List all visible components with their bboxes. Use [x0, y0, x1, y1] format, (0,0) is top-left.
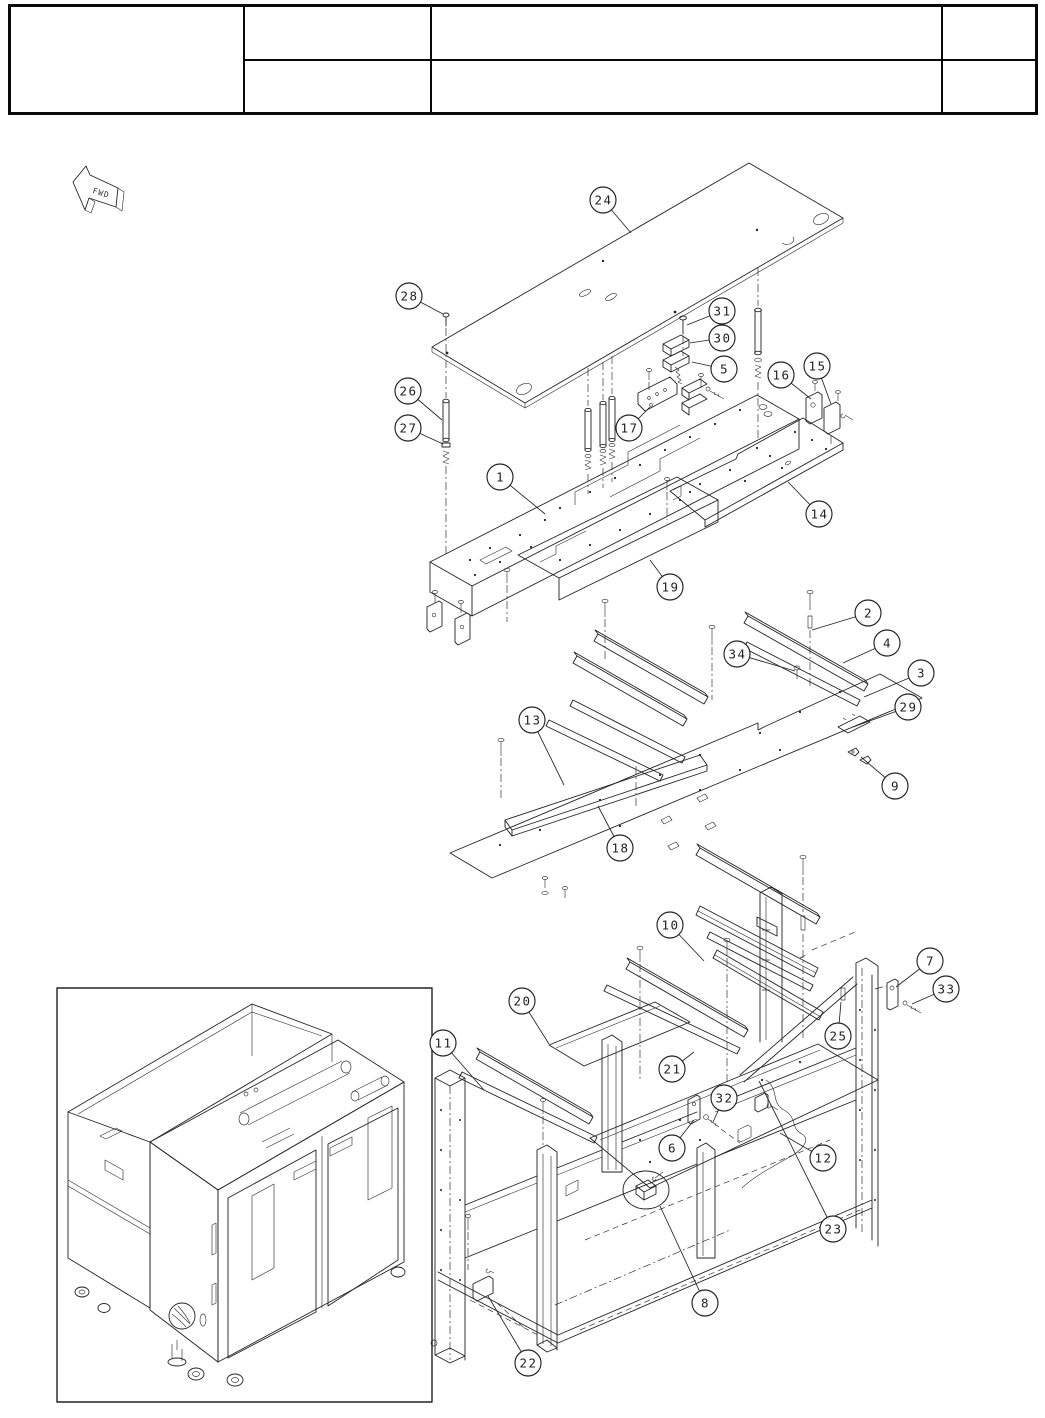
assembled-machine-drawing [68, 1004, 405, 1386]
callout-number-4: 4 [882, 635, 893, 651]
callout-number-32: 32 [715, 1090, 734, 1106]
right-standoff [755, 268, 762, 440]
callout-26 [395, 378, 442, 420]
callout-19 [650, 560, 683, 600]
callout-20 [509, 988, 549, 1044]
callout-number-18: 18 [611, 840, 630, 856]
callout-30 [690, 325, 735, 351]
callout-number-26: 26 [399, 383, 418, 399]
callout-8 [660, 1206, 718, 1316]
inset-border [57, 988, 432, 1402]
callout-12 [780, 1133, 836, 1171]
callout-number-12: 12 [814, 1150, 833, 1166]
standoff-and-screw-hardware [442, 268, 853, 556]
side-brackets-15-16 [806, 381, 853, 446]
callout-number-10: 10 [661, 917, 680, 933]
callout-number-23: 23 [824, 1221, 843, 1237]
callout-33 [912, 976, 959, 1004]
callout-number-33: 33 [937, 981, 956, 997]
callout-6 [659, 1120, 694, 1161]
callout-27 [395, 415, 443, 444]
callout-number-28: 28 [400, 288, 419, 304]
center-standoffs [585, 356, 615, 494]
callout-18 [598, 806, 633, 861]
callout-number-6: 6 [667, 1140, 678, 1156]
base-plate-part1 [427, 395, 799, 645]
callout-number-24: 24 [594, 192, 613, 208]
callout-4 [843, 630, 900, 663]
callout-5 [692, 356, 737, 382]
fwd-arrow-icon [73, 166, 124, 213]
callout-number-5: 5 [719, 361, 730, 377]
callout-21 [659, 1052, 694, 1082]
callout-number-22: 22 [519, 1355, 538, 1371]
callout-number-17: 17 [620, 420, 639, 436]
callout-number-15: 15 [808, 358, 827, 374]
fwd-label: FWD [91, 186, 111, 201]
callout-17 [616, 407, 650, 441]
callout-number-2: 2 [863, 605, 874, 621]
callout-number-16: 16 [772, 367, 791, 383]
callout-number-30: 30 [713, 330, 732, 346]
plate1-holes [469, 409, 741, 576]
callout-11 [430, 1030, 484, 1090]
callout-29 [853, 694, 921, 727]
callout-25 [825, 1002, 851, 1049]
callout-3 [864, 660, 934, 697]
callout-31 [687, 298, 735, 325]
callout-number-13: 13 [523, 712, 542, 728]
assembled-unit-inset [57, 988, 432, 1402]
callout-number-20: 20 [513, 993, 532, 1009]
callout-number-19: 19 [661, 579, 680, 595]
callout-number-34: 34 [728, 646, 747, 662]
callout-24 [590, 187, 631, 233]
callout-number-8: 8 [700, 1295, 711, 1311]
callout-22 [488, 1296, 541, 1376]
callout-9 [861, 757, 908, 799]
callout-number-9: 9 [890, 778, 901, 794]
callout-14 [788, 482, 832, 527]
callout-number-31: 31 [713, 303, 732, 319]
callout-number-29: 29 [899, 699, 918, 715]
callout-number-21: 21 [663, 1061, 682, 1077]
callout-10 [657, 912, 704, 961]
mid-tier-rails-and-sheet [450, 590, 922, 898]
callout-number-3: 3 [916, 665, 927, 681]
lower-tier-rails [459, 844, 921, 1188]
sub-plate-part19 [518, 477, 718, 600]
callout-layer [395, 187, 959, 1376]
callout-1 [487, 464, 545, 514]
callout-32 [711, 1085, 737, 1122]
callout-13 [519, 707, 564, 785]
callout-number-27: 27 [399, 420, 418, 436]
callout-number-11: 11 [434, 1035, 453, 1051]
callout-number-1: 1 [495, 469, 506, 485]
callout-number-14: 14 [810, 506, 829, 522]
callout-number-7: 7 [925, 953, 936, 969]
callout-28 [396, 283, 443, 314]
callout-number-25: 25 [829, 1028, 848, 1044]
callout-2 [812, 600, 881, 630]
